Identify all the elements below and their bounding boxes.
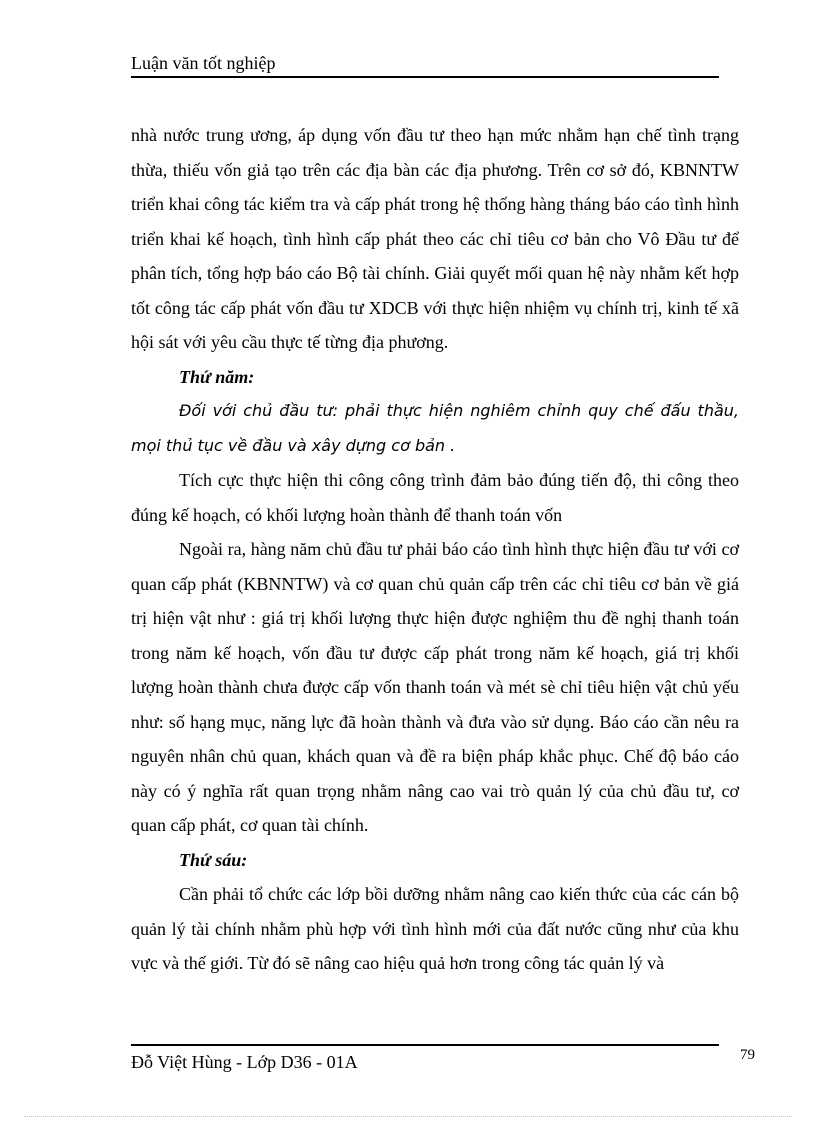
paragraph-2-italic: Đối với chủ đầu tư: phải thực hiện nghiêm chỉnh quy chế đấu thầu, mọi thủ tục về đầu và xây dựng cơ bản . — [131, 401, 739, 455]
page-footer — [131, 1044, 719, 1074]
header-rule — [131, 76, 719, 78]
paragraph-5: Cần phải tổ chức các lớp bồi dưỡng nhằm nâng cao kiến thức của các cán bộ quản lý tài chính nhằm phù hợp với tình hình mới của đất nước cũng như của khu vực và thế giới. Từ đó sẽ nâng cao hiệu quả hơn trong công tác quản lý và — [131, 884, 739, 973]
footer-rule — [131, 1044, 719, 1046]
heading-thu-nam: Thứ năm: — [179, 366, 255, 387]
page-header — [131, 52, 719, 78]
paragraph-1: nhà nước trung ương, áp dụng vốn đầu tư theo hạn mức nhằm hạn chế tình trạng thừa, thiếu vốn giả tạo trên các địa bàn các địa phương. Trên cơ sở đó, KBNNTW triển khai công tác kiểm tra và cấp phát trong hệ thống hàng tháng báo cáo tình hình triển khai kế hoạch, tình hình cấp phát theo các chỉ tiêu cơ bản cho Vô Đầu tư để phân tích, tổng hợp báo cáo Bộ tài chính. Giải quyết mối quan hệ này nhằm kết hợp tốt công tác cấp phát vốn đầu tư XDCB với thực hiện nhiệm vụ chính trị, kinh tế xã hội sát với yêu cầu thực tế từng địa phương. — [131, 125, 739, 352]
paragraph-4: Ngoài ra, hàng năm chủ đầu tư phải báo cáo tình hình thực hiện đầu tư với cơ quan cấp phát (KBNNTW) và cơ quan chủ quản cấp trên các chỉ tiêu cơ bản về giá trị hiện vật như : giá trị khối lượng thực hiện được nghiệm thu đề nghị thanh toán trong năm kế hoạch, vốn đầu tư được cấp phát trong năm kế hoạch, giá trị khối lượng hoàn thành chưa được cấp vốn thanh toán và mét sè chỉ tiêu hiện vật chủ yếu như: số hạng mục, năng lực đã hoàn thành và đưa vào sử dụng. Báo cáo cần nêu ra nguyên nhân chủ quan, khách quan và đề ra biện pháp khắc phục. Chế độ báo cáo này có ý nghĩa rất quan trọng nhằm nâng cao vai trò quản lý của chủ đầu tư, cơ quan cấp phát, cơ quan tài chính. — [131, 539, 739, 835]
page-number: 79 — [740, 1047, 755, 1063]
heading-thu-sau: Thứ sáu: — [179, 849, 248, 870]
page-edge-divider — [24, 1116, 792, 1117]
paragraph-3: Tích cực thực hiện thi công công trình đảm bảo đúng tiến độ, thi công theo đúng kế hoạch, có khối lượng hoàn thành để thanh toán vốn — [131, 470, 739, 525]
page-body — [131, 118, 739, 981]
header-title: Luận văn tốt nghiệp — [131, 53, 276, 73]
footer-author: Đỗ Việt Hùng - Lớp D36 - 01A — [131, 1052, 358, 1072]
